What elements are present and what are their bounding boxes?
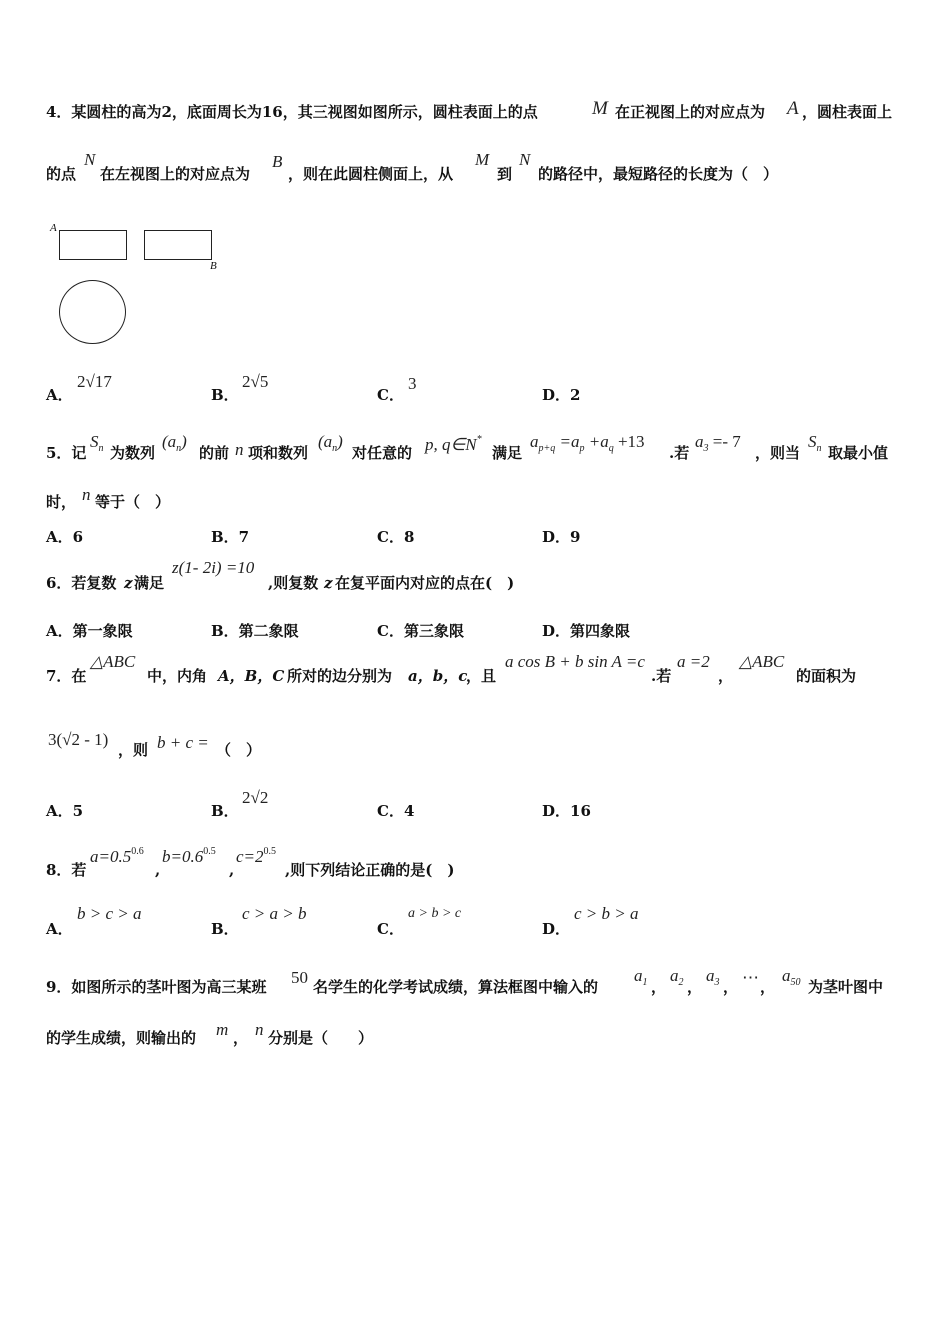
q8-option-b-letter: B． [211,920,239,938]
q5-text-10: 时， [46,493,77,511]
q8-option-c-letter: C． [377,920,404,938]
q5-text-4: 项和数列 [248,444,309,462]
q4-var-n2: N [519,150,531,169]
q4-text-3: ，圆柱表面上 [802,103,893,121]
q6-option-b: B．第二象限 [211,622,299,640]
q6-option-c: C．第三象限 [377,622,464,640]
q6-var-z2: z [324,574,333,592]
q7-option-b: 2√2 [242,788,269,807]
q9-sep-4: ， [760,978,776,996]
q9-a2: $a_2$ [670,966,684,988]
q4-option-c-letter: C． [377,386,404,404]
q9-a3: $a_3$ [706,966,720,988]
q8-text-1: 8．若 [46,861,87,879]
q9-sep-2: ， [687,978,703,996]
q8-comma-1: , [155,861,161,879]
q7-angles: A，B，C [218,667,285,685]
q5-sn-2: $S_n$ [808,432,822,454]
q5-text-7: .若 [669,444,690,462]
q6-text-1: 6．若复数 [46,574,117,592]
q4-option-b-letter: B． [211,386,239,404]
q4-text-8: 的路径中，最短路径的长度为（ ） [538,165,779,183]
q7-triangle-abc-2: △ABC [739,652,785,671]
q6-option-a: A．第一象限 [46,622,133,640]
q4-option-b: 2√5 [242,372,269,391]
q9-text-6: 分别是（ ） [268,1029,374,1047]
q7-text-9: （ ） [216,741,262,759]
q9-var-n: n [255,1020,264,1039]
q4-var-n: N [84,150,96,169]
q7-triangle-abc: △ABC [90,652,136,671]
q5-an-2: $(a_n)$ [318,432,343,454]
q9-text-3: 为茎叶图中 [808,978,884,996]
q4-var-m2: M [475,150,490,169]
q9-text-4: 的学生成绩，则输出的 [46,1029,197,1047]
q9-text-2: 名学生的化学考试成绩，算法框图中输入的 [313,978,599,996]
q8-b-def: $b=0.6^{0.5}$ [162,846,216,866]
q4-text-1: 4．某圆柱的高为2，底面周长为16，其三视图如图所示，圆柱表面上的点 [46,103,538,121]
q4-text-5: 在左视图上的对应点为 [100,165,251,183]
q9-dots: ⋯ [742,968,759,987]
q4-fig-label-b: B [210,260,217,272]
q6-var-z: z [124,574,133,592]
q6-text-4: 在复平面内对应的点在( ) [335,574,515,592]
q5-sn: $S_n$ [90,432,104,454]
q6-option-d: D．第四象限 [542,622,631,640]
q7-text-6: ， [718,667,734,685]
q5-option-d: D．9 [542,528,581,546]
q7-text-1: 7．在 [46,667,87,685]
q6-text-2: 满足 [134,574,165,592]
q5-option-b: B．7 [211,528,250,546]
q9-sep-1: ， [651,978,667,996]
q5-var-n-2: n [82,485,91,504]
q4-var-m: M [592,98,608,119]
q4-fig-label-a: A [50,222,57,234]
q4-option-d: D．2 [542,386,581,404]
q4-text-6: ，则在此圆柱侧面上，从 [288,165,454,183]
q9-var-m: m [216,1020,229,1039]
q6-text-3: ,则复数 [268,574,319,592]
q9-fifty: 50 [291,968,308,987]
q6-equation: z(1- 2i) =10 [172,558,255,577]
q8-option-c: a > b > c [408,906,462,921]
q9-a50: $a_{50}$ [782,966,801,988]
q9-sep-3: ， [723,978,739,996]
q5-recurrence: $a_{p+q} =a_p +a_q +13$ [530,432,645,454]
q9-text-5: ， [233,1029,249,1047]
q7-option-b-letter: B． [211,802,239,820]
q5-text-2: 为数列 [110,444,156,462]
q7-option-d: D．16 [542,802,591,820]
q7-option-c: C．4 [377,802,415,820]
q7-a-value: a =2 [677,652,710,671]
q8-a-def: $a=0.5^{0.6}$ [90,846,144,866]
q8-text-2: ,则下列结论正确的是( ) [285,861,455,879]
q4-option-a-letter: A． [46,386,73,404]
q7-equation: a cos B + b sin A =c [505,652,645,671]
q5-option-c: C．8 [377,528,415,546]
q9-text-1: 9．如图所示的茎叶图为高三某班 [46,978,267,996]
q8-option-a: b > c > a [77,904,142,923]
q4-text-2: 在正视图上的对应点为 [615,103,766,121]
q4-var-b: B [272,152,283,171]
q5-text-6: 满足 [492,444,523,462]
q5-text-11: 等于（ ） [95,493,171,511]
q5-an-1: $(a_n)$ [162,432,187,454]
q8-c-def: $c=2^{0.5}$ [236,846,277,866]
q5-text-5: 对任意的 [352,444,413,462]
q8-option-a-letter: A． [46,920,73,938]
q7-text-2: 中，内角 [147,667,208,685]
q5-text-3: 的前 [199,444,230,462]
q4-option-c: 3 [408,374,417,393]
q5-a3: $a_3 =- 7$ [695,432,741,454]
q7-text-3: 所对的边分别为 [287,667,393,685]
q7-text-5: .若 [651,667,672,685]
q8-option-b: c > a > b [242,904,307,923]
q7-b-plus-c: b + c = [157,733,209,752]
q4-front-view [59,230,127,260]
q5-pq: p, q∈N* [425,434,482,454]
q7-text-7: 的面积为 [796,667,857,685]
q4-top-view [59,280,126,344]
q4-var-a: A [787,98,799,119]
q5-text-1: 5．记 [46,444,87,462]
q5-option-a: A．6 [46,528,84,546]
q8-comma-2: , [229,861,235,879]
q7-text-4: ，且 [466,667,497,685]
q4-side-view [144,230,212,260]
q9-a1: $a_1$ [634,966,648,988]
q4-option-a: 2√17 [77,372,112,391]
q5-text-9: 取最小值 [828,444,889,462]
q4-text-4: 的点 [46,165,77,183]
q8-option-d: c > b > a [574,904,639,923]
q8-option-d-letter: D． [542,920,571,938]
q5-var-n: n [235,440,244,459]
q4-text-7: 到 [497,165,513,183]
q7-text-8: ，则 [118,741,149,759]
q5-text-8: ，则当 [755,444,801,462]
q7-area: 3(√2 - 1) [48,730,109,749]
q7-sides: a，b，c [408,667,468,685]
q7-option-a: A．5 [46,802,84,820]
